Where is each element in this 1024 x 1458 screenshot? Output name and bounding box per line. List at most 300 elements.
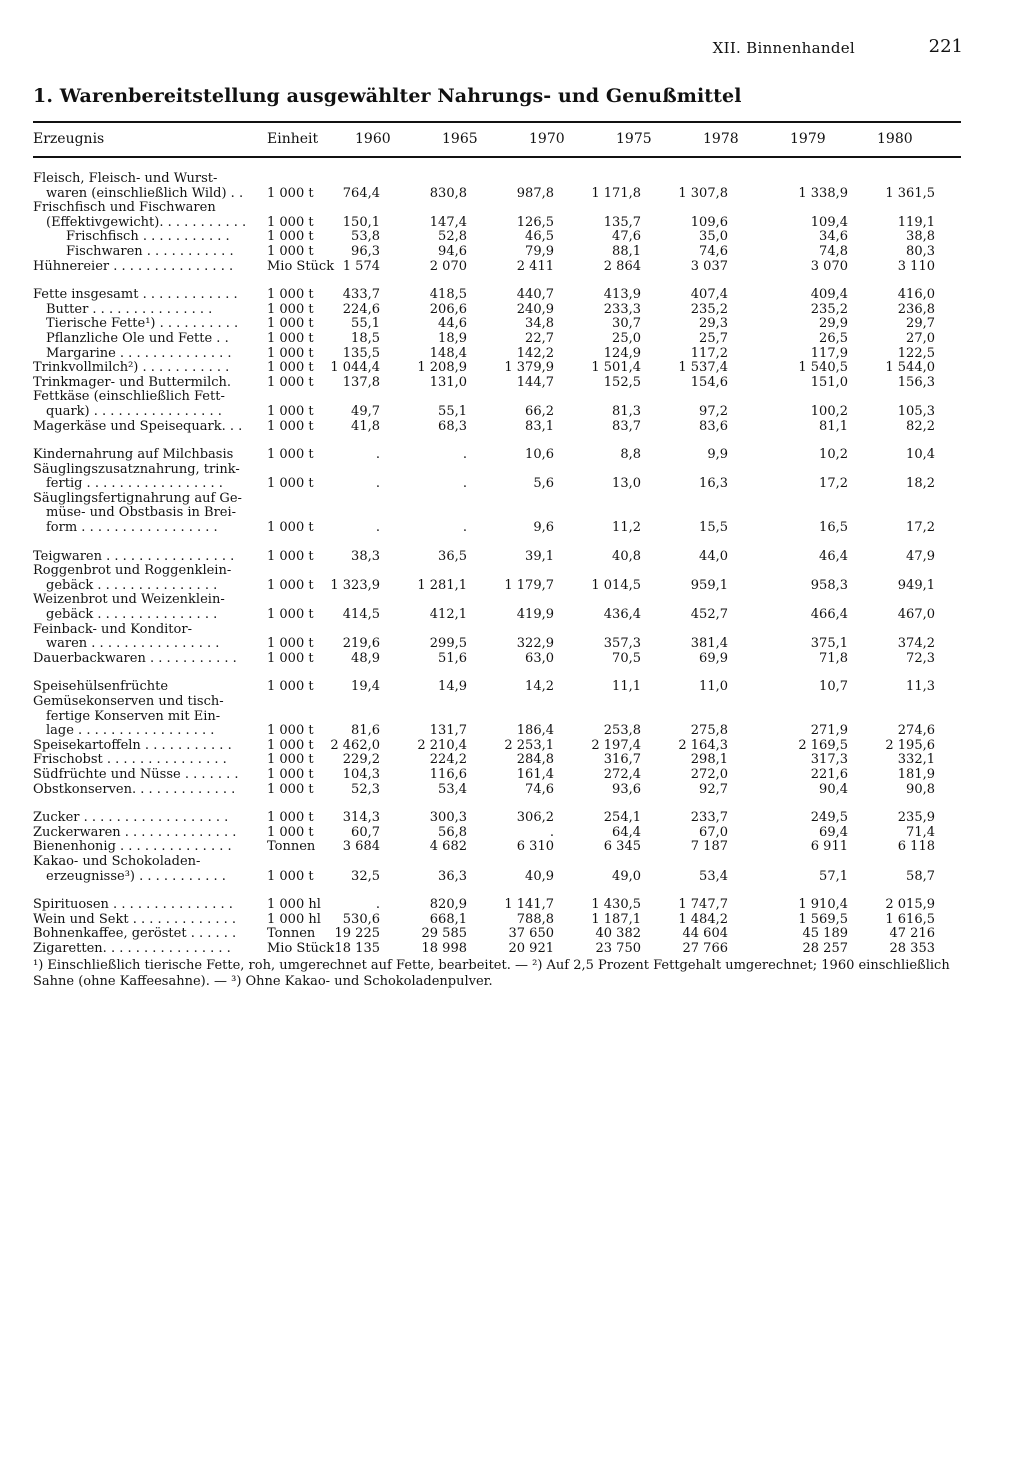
table-row: [0, 768, 1024, 783]
table-cell: 2 253,1: [504, 737, 554, 753]
table-cell: 1 323,9: [330, 577, 380, 593]
row-label: Trinkvollmilch²) . . . . . . . . . . .: [33, 361, 230, 376]
table-cell: 74,6: [699, 243, 728, 259]
table-cell: 409,4: [810, 287, 848, 303]
table-row: [0, 652, 1024, 667]
table-cell: 316,7: [603, 752, 641, 768]
table-row: [0, 637, 1024, 652]
row-label: Wein und Sekt . . . . . . . . . . . . .: [33, 912, 236, 927]
row-unit: 1 000 hl: [267, 911, 321, 927]
row-label: gebäck . . . . . . . . . . . . . . .: [46, 608, 218, 623]
table-cell: 18 135: [334, 940, 380, 956]
table-cell: 56,8: [438, 824, 467, 840]
table-row: [0, 855, 1024, 870]
table-cell: 2 411: [516, 258, 554, 274]
column-header-einheit: Einheit: [267, 131, 319, 147]
table-row: [0, 448, 1024, 463]
table-cell: 271,9: [810, 723, 848, 739]
table-cell: 93,6: [612, 781, 641, 797]
row-unit: 1 000 t: [267, 360, 314, 376]
table-cell: 958,3: [810, 577, 848, 593]
table-cell: 1 361,5: [885, 185, 935, 201]
table-cell: 18,9: [438, 330, 467, 346]
table-row: [0, 927, 1024, 942]
table-cell: 69,9: [699, 650, 728, 666]
table-cell: 49,0: [612, 868, 641, 884]
row-label: Zucker . . . . . . . . . . . . . . . . . .: [33, 811, 229, 826]
table-row: [0, 623, 1024, 638]
table-cell: 1 171,8: [591, 185, 641, 201]
table-cell: 272,4: [603, 766, 641, 782]
table-row: [0, 347, 1024, 362]
row-label: Spirituosen . . . . . . . . . . . . . . .: [33, 898, 233, 913]
table-cell: 274,6: [897, 723, 935, 739]
table-cell: 81,6: [351, 723, 380, 739]
table-cell: 45 189: [802, 926, 848, 942]
table-row-group: [0, 172, 1024, 274]
table-cell: 416,0: [897, 287, 935, 303]
table-cell: 8,8: [620, 447, 641, 463]
table-cell: 74,6: [525, 781, 554, 797]
table-cell: 11,3: [906, 679, 935, 695]
table-cell: 9,6: [533, 520, 554, 536]
table-cell: 668,1: [429, 911, 467, 927]
table-row: [0, 739, 1024, 754]
row-unit: 1 000 hl: [267, 897, 321, 913]
table-cell: 1 574: [342, 258, 380, 274]
table-cell: 10,2: [819, 447, 848, 463]
row-label: Speisekartoffeln . . . . . . . . . . .: [33, 738, 232, 753]
table-cell: 53,4: [438, 781, 467, 797]
table-cell: 10,7: [819, 679, 848, 695]
table-row: [0, 492, 1024, 507]
table-cell: 66,2: [525, 403, 554, 419]
table-cell: 55,1: [438, 403, 467, 419]
table-cell: 30,7: [612, 316, 641, 332]
table-row: [0, 405, 1024, 420]
table-cell: 419,9: [516, 607, 554, 623]
table-row: [0, 506, 1024, 521]
table-cell: 1 338,9: [798, 185, 848, 201]
table-cell: 70,5: [612, 650, 641, 666]
table-row: [0, 870, 1024, 885]
table-cell: 137,8: [342, 374, 380, 390]
table-cell: 18 998: [421, 940, 467, 956]
table-cell: 299,5: [429, 636, 467, 652]
table-cell: 37 650: [508, 926, 554, 942]
table-cell: .: [375, 897, 380, 913]
table-cell: 25,0: [612, 330, 641, 346]
table-cell: 11,2: [612, 520, 641, 536]
table-cell: 40,9: [525, 868, 554, 884]
row-label: erzeugnisse³) . . . . . . . . . . .: [46, 869, 226, 884]
table-cell: 109,6: [690, 214, 728, 230]
row-unit: 1 000 t: [267, 679, 314, 695]
row-unit: Mio Stück: [267, 258, 335, 274]
table-cell: 28 353: [889, 940, 935, 956]
column-header-1960: 1960: [355, 131, 391, 147]
row-label: fertig . . . . . . . . . . . . . . . . .: [46, 477, 223, 492]
table-row: [0, 811, 1024, 826]
row-label: Pflanzliche Öle und Fette . .: [46, 331, 229, 346]
table-row: [0, 695, 1024, 710]
table-cell: 1 281,1: [417, 577, 467, 593]
table-cell: 60,7: [351, 824, 380, 840]
table-cell: 94,6: [438, 243, 467, 259]
table-row-group: [0, 811, 1024, 884]
row-unit: Tonnen: [267, 926, 316, 942]
table-row: [0, 593, 1024, 608]
table-cell: 36,5: [438, 548, 467, 564]
row-unit: 1 000 t: [267, 447, 314, 463]
row-label: Trinkmager- und Buttermilch.: [33, 375, 232, 390]
column-header-1978: 1978: [703, 131, 739, 147]
table-cell: .: [462, 520, 467, 536]
table-cell: 987,8: [516, 185, 554, 201]
table-cell: 90,8: [906, 781, 935, 797]
table-cell: 44 604: [682, 926, 728, 942]
table-row: [0, 230, 1024, 245]
row-unit: Mio Stück: [267, 940, 335, 956]
table-row: [0, 303, 1024, 318]
column-header-1970: 1970: [529, 131, 565, 147]
table-title: 1. Warenbereitstellung ausgewählter Nahrungs- und Genußmittel: [33, 85, 742, 107]
table-cell: 322,9: [516, 636, 554, 652]
row-unit: 1 000 t: [267, 316, 314, 332]
table-cell: 1 044,4: [330, 360, 380, 376]
table-cell: 16,5: [819, 520, 848, 536]
row-label: lage . . . . . . . . . . . . . . . . .: [46, 724, 215, 739]
row-label: Tierische Fette¹) . . . . . . . . . .: [46, 317, 239, 332]
table-cell: 284,8: [516, 752, 554, 768]
table-body: [0, 172, 1024, 971]
table-cell: 275,8: [690, 723, 728, 739]
table-row: [0, 216, 1024, 231]
table-row: [0, 550, 1024, 565]
table-cell: 949,1: [897, 577, 935, 593]
table-cell: 83,1: [525, 418, 554, 434]
table-cell: 152,5: [603, 374, 641, 390]
table-cell: 820,9: [429, 897, 467, 913]
table-cell: .: [375, 520, 380, 536]
table-cell: 131,7: [429, 723, 467, 739]
row-label: Zuckerwaren . . . . . . . . . . . . . .: [33, 825, 237, 840]
row-unit: 1 000 t: [267, 577, 314, 593]
table-cell: 272,0: [690, 766, 728, 782]
table-row: [0, 753, 1024, 768]
table-cell: 109,4: [810, 214, 848, 230]
row-label: Dauerbackwaren . . . . . . . . . . .: [33, 651, 237, 666]
table-cell: 1 616,5: [885, 911, 935, 927]
table-cell: 57,1: [819, 868, 848, 884]
table-cell: 4 682: [429, 839, 467, 855]
row-label: Fleisch, Fleisch- und Wurst-: [33, 172, 218, 186]
table-cell: 26,5: [819, 330, 848, 346]
table-cell: 58,7: [906, 868, 935, 884]
table-cell: 81,1: [819, 418, 848, 434]
table-cell: 235,2: [690, 301, 728, 317]
table-cell: 14,9: [438, 679, 467, 695]
column-header-1975: 1975: [616, 131, 652, 147]
table-row: [0, 521, 1024, 536]
table-cell: 10,6: [525, 447, 554, 463]
table-cell: 161,4: [516, 766, 554, 782]
table-cell: 407,4: [690, 287, 728, 303]
table-cell: 53,4: [699, 868, 728, 884]
table-row: [0, 260, 1024, 275]
table-cell: 52,8: [438, 229, 467, 245]
footnotes: ¹) Einschließlich tierische Fette, roh, umgerechnet auf Fette, bearbeitet. — ²) Auf 2,5 Prozent Fettgehalt umgerechnet; 1960 einschließlich Sahne (ohne Kaffeesahne). — ³) Ohne Kakao- und Schokoladenpulver.: [33, 958, 950, 989]
table-row: [0, 913, 1024, 928]
table-cell: 253,8: [603, 723, 641, 739]
table-cell: 440,7: [516, 287, 554, 303]
table-cell: 452,7: [690, 607, 728, 623]
row-unit: 1 000 t: [267, 824, 314, 840]
row-label: Südfrüchte und Nüsse . . . . . . .: [33, 767, 239, 782]
table-cell: 317,3: [810, 752, 848, 768]
table-cell: 27 766: [682, 940, 728, 956]
table-cell: 44,0: [699, 548, 728, 564]
table-cell: 1 141,7: [504, 897, 554, 913]
table-cell: 1 544,0: [885, 360, 935, 376]
table-cell: 156,3: [897, 374, 935, 390]
row-label: Gemüsekonserven und tisch-: [33, 695, 224, 709]
table-row-group: [0, 680, 1024, 797]
table-cell: 80,3: [906, 243, 935, 259]
table-cell: 126,5: [516, 214, 554, 230]
row-unit: 1 000 t: [267, 548, 314, 564]
table-cell: 224,6: [342, 301, 380, 317]
table-cell: 233,3: [603, 301, 641, 317]
table-cell: 300,3: [429, 810, 467, 826]
row-label: Hühnereier . . . . . . . . . . . . . . .: [33, 259, 234, 274]
row-unit: 1 000 t: [267, 636, 314, 652]
table-cell: 219,6: [342, 636, 380, 652]
table-cell: 83,7: [612, 418, 641, 434]
section-name: XII. Binnenhandel: [712, 39, 855, 57]
table-row-group: [0, 288, 1024, 434]
table-cell: 53,8: [351, 229, 380, 245]
table-cell: 25,7: [699, 330, 728, 346]
table-cell: 29,9: [819, 316, 848, 332]
table-cell: 48,9: [351, 650, 380, 666]
table-cell: 235,9: [897, 810, 935, 826]
table-cell: 374,2: [897, 636, 935, 652]
table-row: [0, 420, 1024, 435]
table-cell: 142,2: [516, 345, 554, 361]
table-cell: 92,7: [699, 781, 728, 797]
row-label: Zigaretten. . . . . . . . . . . . . . . .: [33, 941, 231, 956]
table-cell: 135,5: [342, 345, 380, 361]
table-cell: 135,7: [603, 214, 641, 230]
table-row: [0, 245, 1024, 260]
table-cell: 35,0: [699, 229, 728, 245]
row-label: müse- und Obstbasis in Brei-: [46, 506, 237, 521]
row-label: Frischfisch . . . . . . . . . . .: [66, 230, 230, 245]
row-label: Frischobst . . . . . . . . . . . . . . .: [33, 753, 227, 768]
row-unit: 1 000 t: [267, 418, 314, 434]
table-cell: 154,6: [690, 374, 728, 390]
table-cell: 16,3: [699, 476, 728, 492]
table-cell: 181,9: [897, 766, 935, 782]
column-header-1980: 1980: [877, 131, 913, 147]
row-unit: 1 000 t: [267, 229, 314, 245]
table-cell: 46,5: [525, 229, 554, 245]
table-cell: 235,2: [810, 301, 848, 317]
row-label: Obstkonserven. . . . . . . . . . . . .: [33, 782, 236, 797]
table-cell: 36,3: [438, 868, 467, 884]
table-cell: 122,5: [897, 345, 935, 361]
table-cell: 23 750: [595, 940, 641, 956]
table-cell: 74,8: [819, 243, 848, 259]
table-cell: 32,5: [351, 868, 380, 884]
table-row: [0, 376, 1024, 391]
table-cell: 2 210,4: [417, 737, 467, 753]
table-cell: 1 484,2: [678, 911, 728, 927]
table-cell: 306,2: [516, 810, 554, 826]
row-label: quark) . . . . . . . . . . . . . . . .: [46, 404, 222, 419]
table-cell: 105,3: [897, 403, 935, 419]
table-cell: .: [462, 447, 467, 463]
table-cell: 1 208,9: [417, 360, 467, 376]
table-cell: 47 216: [889, 926, 935, 942]
table-cell: 1 307,8: [678, 185, 728, 201]
table-cell: .: [549, 824, 554, 840]
row-label: Frischfisch und Fischwaren: [33, 201, 216, 216]
row-unit: 1 000 t: [267, 650, 314, 666]
table-row-group: [0, 550, 1024, 667]
table-cell: 9,9: [707, 447, 728, 463]
table-cell: 47,9: [906, 548, 935, 564]
table-row: [0, 826, 1024, 841]
table-row: [0, 783, 1024, 798]
table-cell: 206,6: [429, 301, 467, 317]
table-cell: 314,3: [342, 810, 380, 826]
table-cell: 2 197,4: [591, 737, 641, 753]
table-cell: 28 257: [802, 940, 848, 956]
page-number: 221: [928, 36, 963, 57]
table-cell: 6 911: [810, 839, 848, 855]
table-cell: 19 225: [334, 926, 380, 942]
table-cell: 82,2: [906, 418, 935, 434]
table-cell: 90,4: [819, 781, 848, 797]
table-cell: 186,4: [516, 723, 554, 739]
table-cell: 224,2: [429, 752, 467, 768]
table-cell: 19,4: [351, 679, 380, 695]
table-cell: 29 585: [421, 926, 467, 942]
table-cell: 1 537,4: [678, 360, 728, 376]
row-label: waren (einschließlich Wild) . .: [46, 186, 244, 201]
table-cell: 11,0: [699, 679, 728, 695]
table-cell: 29,3: [699, 316, 728, 332]
row-label: Magerkäse und Speisequark. . .: [33, 419, 243, 434]
row-unit: 1 000 t: [267, 723, 314, 739]
column-header-1979: 1979: [790, 131, 826, 147]
row-label: Margarine . . . . . . . . . . . . . .: [46, 346, 232, 361]
table-cell: 1 187,1: [591, 911, 641, 927]
table-cell: 51,6: [438, 650, 467, 666]
table-cell: 2 195,6: [885, 737, 935, 753]
table-row: [0, 564, 1024, 579]
table-cell: 254,1: [603, 810, 641, 826]
table-cell: 418,5: [429, 287, 467, 303]
table-cell: 20 921: [508, 940, 554, 956]
table-cell: 119,1: [897, 214, 935, 230]
table-cell: 150,1: [342, 214, 380, 230]
table-cell: 148,4: [429, 345, 467, 361]
table-cell: 88,1: [612, 243, 641, 259]
table-cell: 71,4: [906, 824, 935, 840]
table-cell: 79,9: [525, 243, 554, 259]
table-cell: 249,5: [810, 810, 848, 826]
table-cell: 29,7: [906, 316, 935, 332]
table-cell: 229,2: [342, 752, 380, 768]
table-cell: 1 910,4: [798, 897, 848, 913]
table-cell: 40 382: [595, 926, 641, 942]
table-cell: 6 345: [603, 839, 641, 855]
row-unit: 1 000 t: [267, 520, 314, 536]
table-cell: 1 379,9: [504, 360, 554, 376]
table-cell: 375,1: [810, 636, 848, 652]
row-label: Fischwaren . . . . . . . . . . .: [66, 244, 234, 259]
table-cell: 433,7: [342, 287, 380, 303]
table-cell: 55,1: [351, 316, 380, 332]
table-cell: 34,8: [525, 316, 554, 332]
table-cell: 13,0: [612, 476, 641, 492]
table-cell: 11,1: [612, 679, 641, 695]
row-label: Speisehülsenfrüchte: [33, 680, 169, 695]
table-cell: 1 569,5: [798, 911, 848, 927]
table-cell: 10,4: [906, 447, 935, 463]
table-cell: 104,3: [342, 766, 380, 782]
row-label: fertige Konserven mit Ein-: [46, 709, 221, 724]
table-cell: 414,5: [342, 607, 380, 623]
table-cell: 67,0: [699, 824, 728, 840]
table-cell: 332,1: [897, 752, 935, 768]
row-label: (Effektivgewicht). . . . . . . . . . .: [46, 215, 247, 230]
table-cell: 6 310: [516, 839, 554, 855]
table-cell: 17,2: [819, 476, 848, 492]
table-cell: 34,6: [819, 229, 848, 245]
table-cell: 3 037: [690, 258, 728, 274]
table-row: [0, 579, 1024, 594]
table-cell: 413,9: [603, 287, 641, 303]
table-cell: .: [375, 476, 380, 492]
row-label: Fettkäse (einschließlich Fett-: [33, 390, 225, 405]
table-row: [0, 942, 1024, 957]
table-cell: 49,7: [351, 403, 380, 419]
table-cell: 68,3: [438, 418, 467, 434]
row-unit: 1 000 t: [267, 737, 314, 753]
table-cell: 22,7: [525, 330, 554, 346]
table-cell: 38,8: [906, 229, 935, 245]
table-cell: 27,0: [906, 330, 935, 346]
row-label: Säuglingsfertignahrung auf Ge-: [33, 491, 242, 506]
table-cell: 381,4: [690, 636, 728, 652]
table-cell: 1 747,7: [678, 897, 728, 913]
table-row: [0, 332, 1024, 347]
table-cell: 530,6: [342, 911, 380, 927]
table-cell: 2 169,5: [798, 737, 848, 753]
row-unit: 1 000 t: [267, 287, 314, 303]
row-unit: 1 000 t: [267, 752, 314, 768]
table-cell: 1 540,5: [798, 360, 848, 376]
table-top-rule: [33, 121, 961, 123]
table-cell: 151,0: [810, 374, 848, 390]
table-cell: 64,4: [612, 824, 641, 840]
table-cell: 41,8: [351, 418, 380, 434]
row-unit: 1 000 t: [267, 243, 314, 259]
